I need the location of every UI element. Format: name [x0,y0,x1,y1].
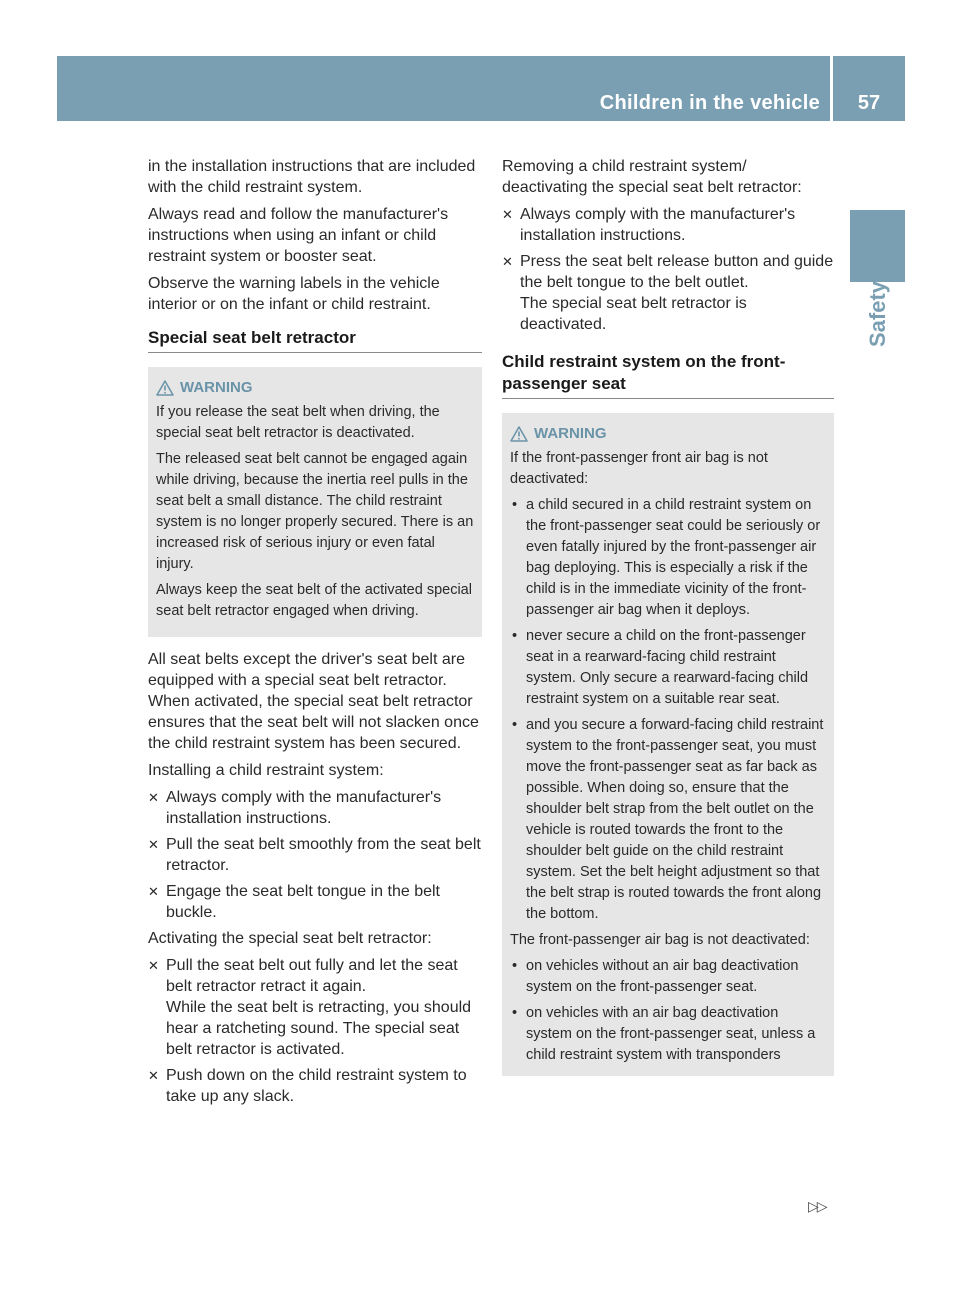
bullet-text: and you secure a forward-facing child restraint system to the front-passenger seat, you must move the front-passenger seat as far back as possible. When doing so, ensure that the shoulder belt strap from the belt outlet on the vehicle is routed towards the front to the shoulder belt guide on the child restraint system. Set the belt height adjustment so that the belt strap is routed towards the front along the bottom. [526,717,824,922]
right-column [502,156,834,1088]
continued-arrow-icon: ▷▷ [808,1198,826,1214]
instruction-step [148,881,482,923]
step-text: Pull the seat belt smoothly from the seat belt retractor. [166,836,481,874]
warning-bullet [510,626,826,710]
step-arrow-icon: ✕ [502,207,513,222]
warning-header [156,377,474,398]
warning-paragraph: If you release the seat belt when driving, the special seat belt retractor is deactivated. [156,404,440,441]
installing-label: Installing a child restraint system: [148,762,384,779]
step-arrow-icon: ✕ [148,884,159,899]
instruction-step [502,251,834,335]
warning-bullet [510,715,826,925]
section-heading-retractor: Special seat belt retractor [148,327,482,353]
step-text: Always comply with the manufacturer's installation instructions. [166,789,442,827]
warning-title: WARNING [534,425,607,442]
step-note: The special seat belt retractor is deactivated. [520,295,747,333]
warning-paragraph: Always keep the seat belt of the activated special seat belt retractor engaged when driving. [156,582,472,619]
step-text: Press the seat belt release button and guide the belt tongue to the belt outlet. [520,253,834,291]
warning-paragraph: The front-passenger air bag is not deactivated: [510,932,810,948]
bullet-text: on vehicles without an air bag deactivation system on the front-passenger seat. [526,958,799,995]
left-column [148,156,482,1112]
intro-paragraph: in the installation instructions that are included with the child restraint system. [148,158,476,196]
section-heading-front-passenger: Child restraint system on the front-passenger seat [502,351,834,399]
bullet-text: never secure a child on the front-passenger seat in a rearward-facing child restraint system. Only secure a rearward-facing child restraint system on a suitable rear seat. [526,628,809,707]
bullet-dot-icon: • [512,1005,518,1021]
warning-triangle-icon [510,426,528,442]
chapter-title: Children in the vehicle [599,92,820,114]
warning-paragraph: The released seat belt cannot be engaged again while driving, because the inertia reel pulls in the seat belt a small distance. The child restraint system is no longer properly secured. There is an increased risk of serious injury or even fatal injury. [156,451,474,572]
intro-paragraph: Always read and follow the manufacturer's instructions when using an infant or child restraint system or booster seat. [148,206,449,265]
step-note: While the seat belt is retracting, you should hear a ratcheting sound. The special seat belt retractor is activated. [166,999,472,1058]
warning-bullet [510,495,826,621]
warning-paragraph: If the front-passenger front air bag is not deactivated: [510,450,768,487]
warning-title: WARNING [180,379,253,396]
instruction-step [148,834,482,876]
warning-triangle-icon [156,380,174,396]
warning-bullet [510,956,826,998]
bullet-text: a child secured in a child restraint system on the front-passenger seat could be seriously or even fatally injured by the front-passenger air bag deploying. This is especially a risk if the child is in the immediate vicinity of the front-passenger air bag when it deploys. [526,497,821,618]
warning-header [510,423,826,444]
step-arrow-icon: ✕ [148,1068,159,1083]
step-arrow-icon: ✕ [148,790,159,805]
body-paragraph: All seat belts except the driver's seat belt are equipped with a special seat belt retractor. When activated, the special seat belt retractor ensures that the seat belt will not slacken once the child restraint system has been secured. [148,651,479,752]
instruction-step [148,787,482,829]
step-arrow-icon: ✕ [148,837,159,852]
bullet-dot-icon: • [512,497,518,513]
step-text: Always comply with the manufacturer's installation instructions. [520,206,796,244]
step-text: Engage the seat belt tongue in the belt buckle. [166,883,440,921]
bullet-text: on vehicles with an air bag deactivation system on the front-passenger seat, unless a child restraint system with transponders [526,1005,816,1063]
warning-box [148,367,482,637]
bullet-dot-icon: • [512,958,518,974]
page-number: 57 [857,92,881,114]
instruction-step [148,955,482,1060]
activating-label: Activating the special seat belt retractor: [148,930,432,947]
warning-box [502,413,834,1076]
step-text: Pull the seat belt out fully and let the seat belt retractor retract it again. [166,957,458,995]
intro-paragraph: Observe the warning labels in the vehicle interior or on the infant or child restraint. [148,275,440,313]
section-label [850,280,905,348]
warning-bullet [510,1003,826,1066]
section-label-text: Safety [865,280,890,348]
removing-label: Removing a child restraint system/ deactivating the special seat belt retractor: [502,158,802,196]
bullet-dot-icon: • [512,628,518,644]
step-arrow-icon: ✕ [148,958,159,973]
section-tab [850,210,905,282]
instruction-step [148,1065,482,1107]
instruction-step [502,204,834,246]
bullet-dot-icon: • [512,717,518,733]
step-text: Push down on the child restraint system to take up any slack. [166,1067,467,1105]
step-arrow-icon: ✕ [502,254,513,269]
